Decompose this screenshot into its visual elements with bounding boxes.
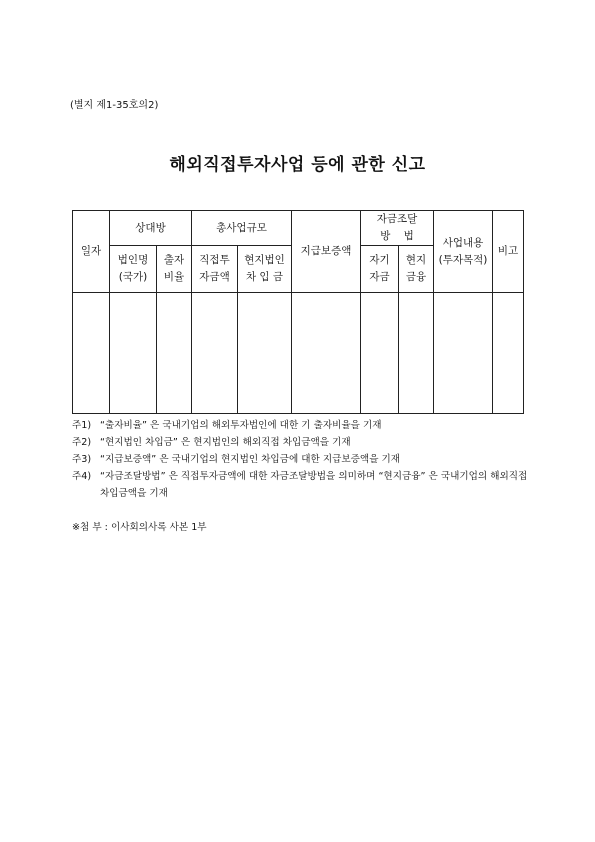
cell-corp-name[interactable] [110, 293, 157, 414]
footnote [72, 451, 532, 468]
cell-local-finance[interactable] [399, 293, 434, 414]
attachment-note: ※첨 부 : 이사회의사록 사본 1부 [72, 522, 207, 533]
local-finance-line1: 현지 [405, 254, 427, 266]
footnote-label: 주2) [72, 437, 92, 448]
funding-header [361, 211, 434, 246]
footnote-text: “현지법인 차입금” 은 현지법인의 해외직접 차입금액을 기재 [100, 437, 351, 448]
remarks-header: 비고 [493, 211, 524, 293]
total-scale-header: 총사업규모 [192, 211, 292, 246]
guarantee-header: 지급보증액 [292, 211, 361, 293]
footnote [72, 468, 532, 502]
cell-own-fund[interactable] [361, 293, 399, 414]
funding-header-line2: 방 법 [380, 230, 414, 242]
cell-guarantee[interactable] [292, 293, 361, 414]
cell-date[interactable] [73, 293, 110, 414]
own-fund-line1: 자기 [369, 254, 390, 266]
business-content-header [434, 211, 493, 293]
cell-invest-ratio[interactable] [157, 293, 192, 414]
business-content-line1: 사업내용 [442, 236, 484, 249]
local-finance-header [399, 246, 434, 293]
cell-remarks[interactable] [493, 293, 524, 414]
footnote [72, 434, 532, 451]
header-row-1 [73, 211, 524, 246]
footnote [72, 417, 532, 434]
local-borrow-line1: 현지법인 [244, 254, 285, 266]
funding-header-line1: 자금조달 [376, 213, 418, 225]
cell-business-content[interactable] [434, 293, 493, 414]
corp-name-line1: 법인명 [117, 254, 149, 266]
cell-local-borrow[interactable] [238, 293, 292, 414]
direct-invest-header [192, 246, 238, 293]
direct-invest-line1: 직접투 [199, 254, 230, 266]
corp-name-header [110, 246, 157, 293]
footnote-label: 주4) [72, 471, 92, 482]
counterparty-header: 상대방 [110, 211, 192, 246]
invest-ratio-line1: 출자 [163, 254, 185, 266]
page-title: 해외직접투자사업 등에 관한 신고 [169, 155, 426, 175]
footnotes [72, 417, 532, 502]
invest-ratio-header [157, 246, 192, 293]
local-finance-line2: 금융 [405, 271, 427, 283]
data-row [73, 293, 524, 414]
footnote-label: 주3) [72, 454, 92, 465]
local-borrow-line2: 차 입 금 [245, 271, 284, 283]
corp-name-line2: (국가) [118, 271, 148, 283]
invest-ratio-line2: 비율 [163, 271, 185, 283]
footnote-text: “지급보증액” 은 국내기업의 현지법인 차입금에 대한 지급보증액을 기재 [100, 454, 401, 465]
own-fund-header [361, 246, 399, 293]
own-fund-line2: 자금 [369, 271, 390, 283]
local-borrow-header [238, 246, 292, 293]
footnote-text: “출자비율” 은 국내기업의 해외투자법인에 대한 기 출자비율을 기재 [100, 420, 382, 431]
report-table [72, 210, 524, 414]
cell-direct-invest[interactable] [192, 293, 238, 414]
form-number: (별지 제1-35호의2) [70, 100, 159, 111]
footnote-label: 주1) [72, 420, 92, 431]
footnote-text: “자금조달방법” 은 직접투자금액에 대한 자금조달방법을 의미하며 “현지금융” 은 국내기업의 해외직접 차입금액을 기재 [100, 471, 528, 499]
date-header: 일자 [73, 211, 110, 293]
business-content-line2: (투자목적) [438, 253, 488, 266]
direct-invest-line2: 자금액 [199, 271, 230, 283]
